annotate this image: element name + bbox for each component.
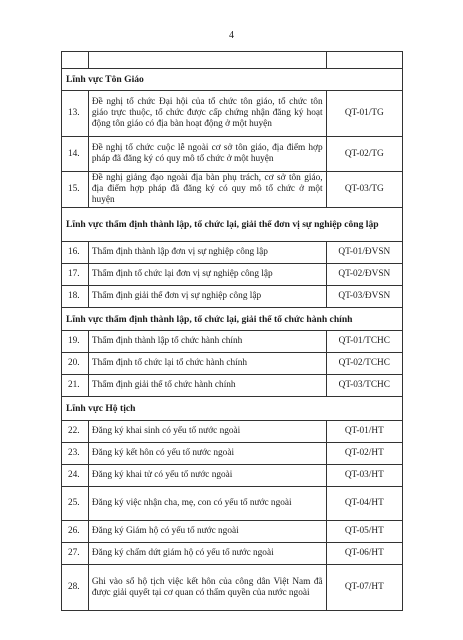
procedure-code: QT-01/HT [326, 421, 402, 443]
table-row [62, 137, 403, 172]
table-row [62, 242, 403, 264]
procedure-name: Đăng ký Giám hộ có yếu tố nước ngoài [88, 521, 326, 543]
procedure-code: QT-03/ĐVSN [326, 286, 402, 308]
section-title: Lĩnh vực thẩm định thành lập, tổ chức lại, giải thể đơn vị sự nghiệp công lập [62, 208, 403, 242]
procedure-name: Đề nghị tổ chức Đại hội của tổ chức tôn giáo, tổ chức tôn giáo trực thuộc, tổ chức được cấp chứng nhận đăng ký hoạt động tôn giáo có địa bàn hoạt động ở một huyện [88, 91, 326, 137]
row-number: 20. [62, 353, 89, 375]
procedure-name: Đăng ký việc nhận cha, mẹ, con có yếu tố nước ngoài [88, 487, 326, 521]
procedure-name: Thẩm định giải thể đơn vị sự nghiệp công lập [88, 286, 326, 308]
procedure-name: Thẩm định thành lập đơn vị sự nghiệp công lập [88, 242, 326, 264]
table-row [62, 331, 403, 353]
procedure-name: Đăng ký khai sinh có yếu tố nước ngoài [88, 421, 326, 443]
row-number: 15. [62, 172, 89, 208]
table-row [62, 465, 403, 487]
procedure-code: QT-05/HT [326, 521, 402, 543]
procedure-code: QT-02/TCHC [326, 353, 402, 375]
section-header-row [62, 69, 403, 91]
row-number: 13. [62, 91, 89, 137]
procedure-name: Đăng ký chấm dứt giám hộ có yếu tố nước ngoài [88, 543, 326, 565]
procedure-name: Ghi vào sổ hộ tịch việc kết hôn của công dân Việt Nam đã được giải quyết tại cơ quan có thẩm quyền của nước ngoài [88, 565, 326, 611]
procedure-name: Đề nghị tổ chức cuộc lễ ngoài cơ sở tôn giáo, địa điểm hợp pháp đã đăng ký có quy mô tổ chức ở một huyện [88, 137, 326, 172]
procedure-name: Đăng ký khai tử có yếu tố nước ngoài [88, 465, 326, 487]
procedure-code: QT-06/HT [326, 543, 402, 565]
procedure-code: QT-02/TG [326, 137, 402, 172]
procedure-code: QT-02/ĐVSN [326, 264, 402, 286]
table-row [62, 565, 403, 611]
procedure-code: QT-07/HT [326, 565, 402, 611]
procedure-code: QT-01/ĐVSN [326, 242, 402, 264]
section-title: Lĩnh vực Tôn Giáo [62, 69, 403, 91]
row-number: 28. [62, 565, 89, 611]
procedure-code: QT-03/TG [326, 172, 402, 208]
row-number: 26. [62, 521, 89, 543]
section-header-row [62, 397, 403, 421]
table-row [62, 353, 403, 375]
row-number: 23. [62, 443, 89, 465]
row-number: 19. [62, 331, 89, 353]
procedure-name: Thẩm định giải thể tổ chức hành chính [88, 375, 326, 397]
section-title: Lĩnh vực Hộ tịch [62, 397, 403, 421]
row-number: 21. [62, 375, 89, 397]
page-number: 4 [229, 30, 234, 41]
procedure-code: QT-03/TCHC [326, 375, 402, 397]
table-row [62, 172, 403, 208]
row-number: 14. [62, 137, 89, 172]
table-row [62, 487, 403, 521]
section-header-row [62, 208, 403, 242]
table-row [62, 91, 403, 137]
table-top-blank-row [62, 52, 403, 69]
procedure-name: Thẩm định tổ chức lại đơn vị sự nghiệp công lập [88, 264, 326, 286]
procedure-name: Đăng ký kết hôn có yếu tố nước ngoài [88, 443, 326, 465]
table-row [62, 543, 403, 565]
table-row [62, 521, 403, 543]
procedure-code: QT-01/TCHC [326, 331, 402, 353]
procedure-table [61, 51, 403, 611]
table-row [62, 286, 403, 308]
procedure-name: Thẩm định thành lập tổ chức hành chính [88, 331, 326, 353]
row-number: 27. [62, 543, 89, 565]
row-number: 25. [62, 487, 89, 521]
section-header-row [62, 308, 403, 331]
section-title: Lĩnh vực thẩm định thành lập, tổ chức lại, giải thể tổ chức hành chính [62, 308, 403, 331]
row-number: 18. [62, 286, 89, 308]
table-row [62, 264, 403, 286]
procedure-code: QT-03/HT [326, 465, 402, 487]
procedure-code: QT-02/HT [326, 443, 402, 465]
procedure-name: Thẩm định tổ chức lại tổ chức hành chính [88, 353, 326, 375]
procedure-code: QT-01/TG [326, 91, 402, 137]
row-number: 24. [62, 465, 89, 487]
row-number: 22. [62, 421, 89, 443]
procedure-code: QT-04/HT [326, 487, 402, 521]
row-number: 17. [62, 264, 89, 286]
table-row [62, 443, 403, 465]
table-row [62, 421, 403, 443]
table-row [62, 375, 403, 397]
procedure-name: Đề nghị giảng đạo ngoài địa bàn phụ trách, cơ sở tôn giáo, địa điểm hợp pháp đã đăng ký có quy mô tổ chức ở một huyện [88, 172, 326, 208]
row-number: 16. [62, 242, 89, 264]
